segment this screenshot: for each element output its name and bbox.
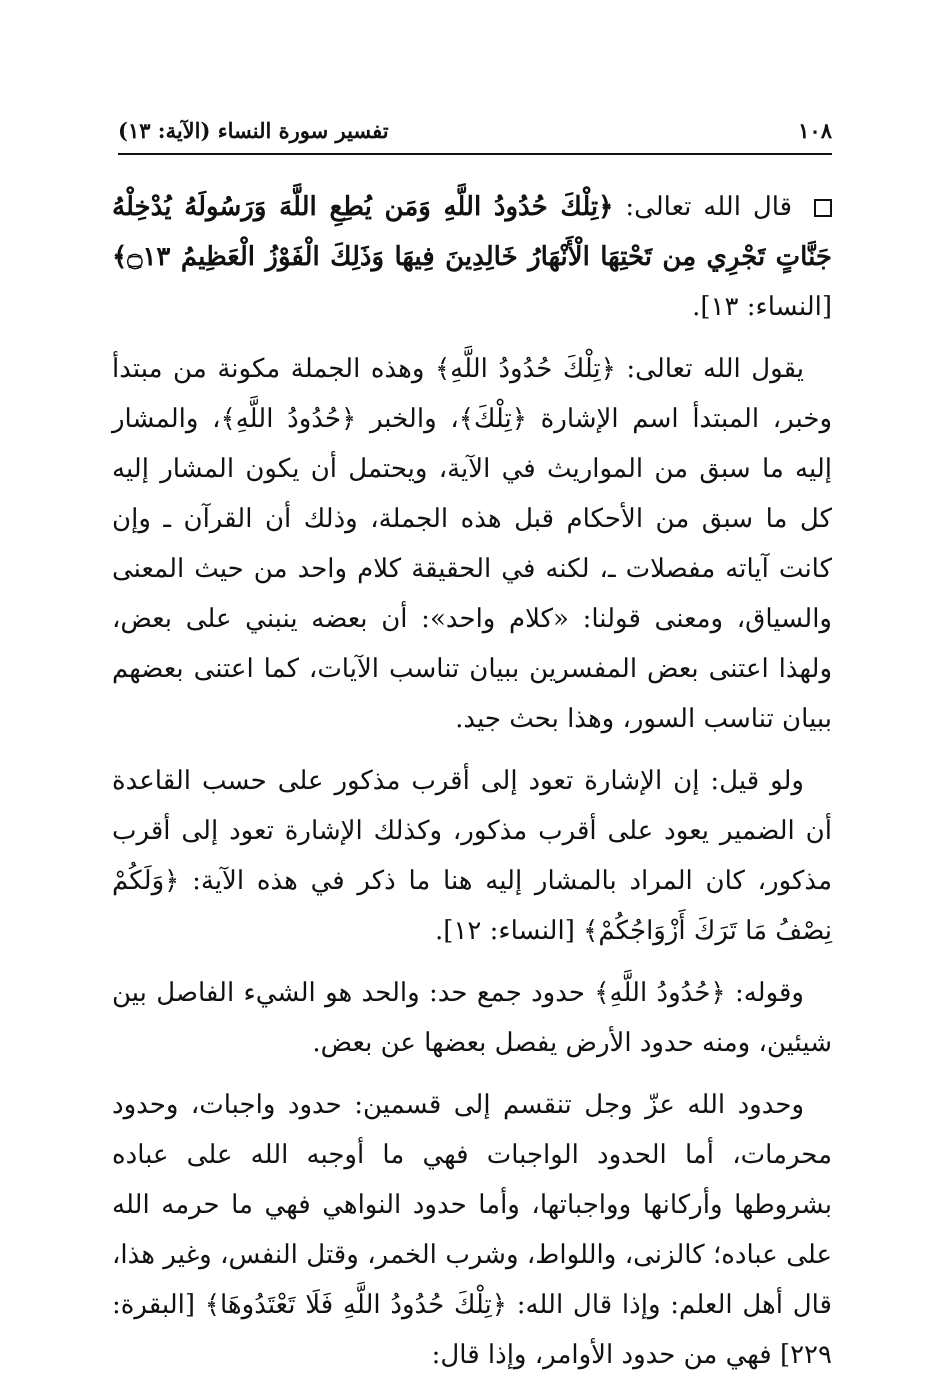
commentary-paragraph: وقوله: ﴿حُدُودُ اللَّهِ﴾ حدود جمع حد: والحد هو الشيء الفاصل بين شيئين، ومنه حدود الأرض يفصل بعضها عن بعض. [112, 978, 832, 1058]
square-bullet-icon [814, 199, 832, 217]
commentary-paragraph: يقول الله تعالى: ﴿تِلْكَ حُدُودُ اللَّهِ﴾ وهذه الجملة مكونة من مبتدأ وخبر، المبتدأ اسم الإشارة ﴿تِلْكَ﴾، والخبر ﴿حُدُودُ اللَّهِ﴾، والمشار إليه ما سبق من المواريث في الآية، ويحتمل أن يكون المشار إليه كل ما سبق من الأحكام قبل هذه الجملة، وذلك أن القرآن ـ وإن كانت آياته مفصلات ـ، لكنه في الحقيقة كلام واحد من حيث المعنى والسياق، ومعنى قولنا: «كلام واحد»: أن بعضه ينبني على بعض، ولهذا اعتنى بعض المفسرين ببيان تناسب الآيات، كما اعتنى بعضهم ببيان تناسب السور، وهذا بحث جيد. [112, 354, 832, 734]
verse-paragraph [112, 182, 832, 332]
header-divider [118, 153, 832, 155]
quran-verse: ﴿تِلْكَ حُدُودُ اللَّهِ وَمَن يُطِعِ اللَّهَ وَرَسُولَهُ يُدْخِلْهُ جَنَّاتٍ تَجْرِي مِن تَحْتِهَا الْأَنْهَارُ خَالِدِينَ فِيهَا وَذَلِكَ الْفَوْزُ الْعَظِيمُ ۝١٣﴾ [112, 192, 832, 272]
running-title: تفسير سورة النساء (الآية: ١٣) [118, 117, 389, 143]
commentary-paragraph: وحدود الله عزّ وجل تنقسم إلى قسمين: حدود واجبات، وحدود محرمات، أما الحدود الواجبات فهي ما أوجبه الله على عباده بشروطها وأركانها وواجباتها، وأما حدود النواهي فهي ما حرمه الله على عباده؛ كالزنى، واللواط، وشرب الخمر، وقتل النفس، وغير هذا، قال أهل العلم: وإذا قال الله: ﴿تِلْكَ حُدُودُ اللَّهِ فَلَا تَعْتَدُوهَا﴾ [البقرة: ٢٢٩] فهي من حدود الأوامر، وإذا قال: [112, 1090, 832, 1370]
page-number: ١٠٨ [798, 117, 832, 143]
page-header [118, 110, 832, 150]
verse-reference: [النساء: ١٣]. [692, 292, 832, 322]
verse-lead: قال الله تعالى: [625, 192, 793, 222]
commentary-paragraph: ولو قيل: إن الإشارة تعود إلى أقرب مذكور على حسب القاعدة أن الضمير يعود على أقرب مذكور، وكذلك الإشارة تعود إلى أقرب مذكور، كان المراد بالمشار إليه هنا ما ذكر في هذه الآية: ﴿وَلَكُمْ نِصْفُ مَا تَرَكَ أَزْوَاجُكُمْ﴾ [النساء: ١٢]. [112, 766, 832, 946]
page-body [112, 182, 832, 1392]
